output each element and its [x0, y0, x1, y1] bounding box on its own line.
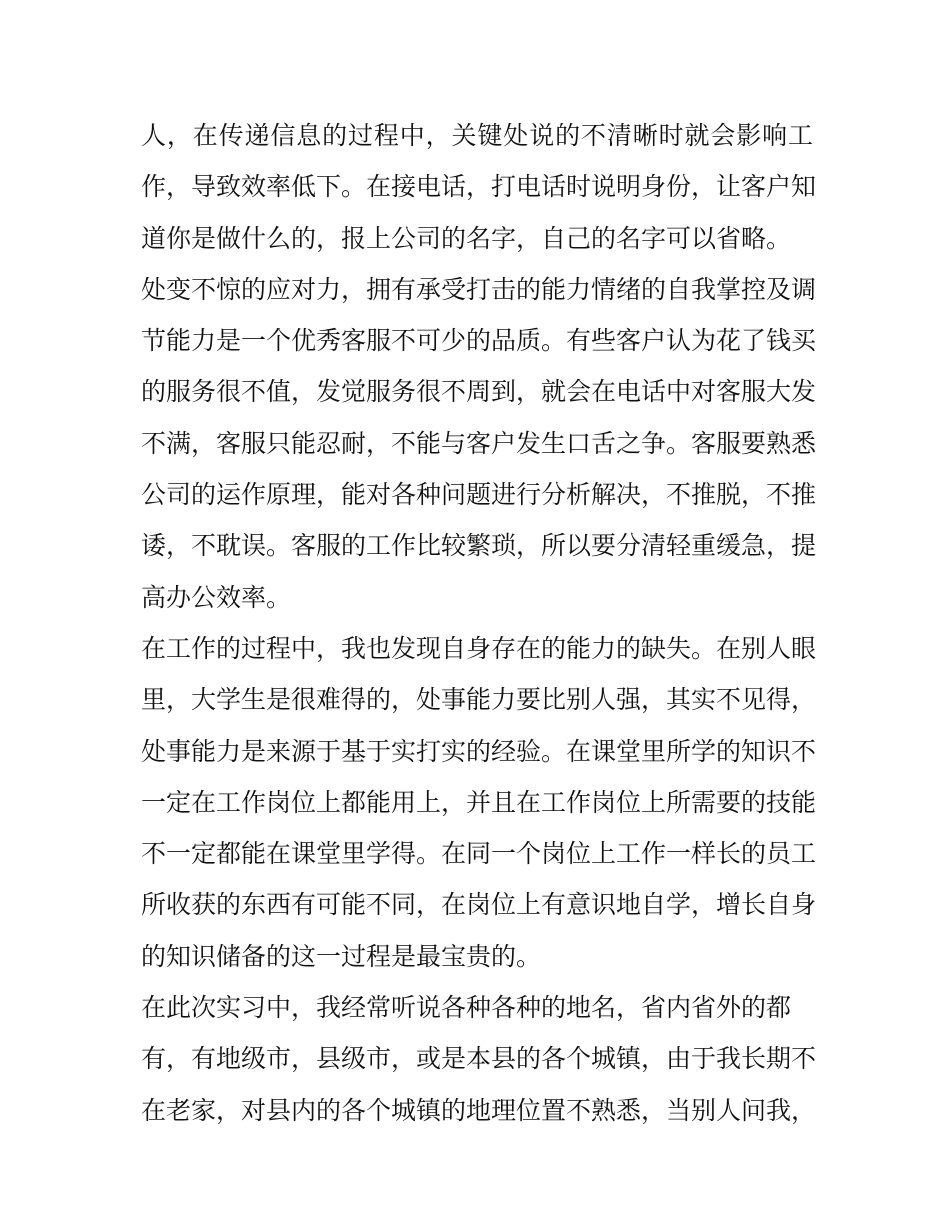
- text-line: 不一定都能在课堂里学得。在同一个岗位上工作一样长的员工: [141, 839, 817, 869]
- body-text: [141, 110, 817, 1136]
- text-line: 里，大学生是很难得的，处事能力要比别人强，其实不见得，: [141, 685, 817, 715]
- text-line: 有，有地级市，县级市，或是本县的各个城镇，由于我长期不: [141, 1044, 817, 1074]
- text-line: 节能力是一个优秀客服不可少的品质。有些客户认为花了钱买: [141, 326, 817, 356]
- text-line: 一定在工作岗位上都能用上，并且在工作岗位上所需要的技能: [141, 787, 817, 817]
- text-line: 所收获的东西有可能不同，在岗位上有意识地自学，增长自身: [141, 890, 817, 920]
- text-line: 诿，不耽误。客服的工作比较繁琐，所以要分清轻重缓急，提: [141, 531, 817, 561]
- text-line: 在老家，对县内的各个城镇的地理位置不熟悉，当别人问我，: [141, 1095, 817, 1125]
- text-line: 人，在传递信息的过程中，关键处说的不清晰时就会影响工: [141, 121, 813, 150]
- text-line: 在工作的过程中，我也发现自身存在的能力的缺失。在别人眼: [141, 633, 817, 663]
- text-line: 不满，客服只能忍耐，不能与客户发生口舌之争。客服要熟悉: [141, 428, 817, 458]
- text-line: 的服务很不值，发觉服务很不周到，就会在电话中对客服大发: [141, 377, 817, 407]
- text-line: 处事能力是来源于基于实打实的经验。在课堂里所学的知识不: [141, 736, 817, 766]
- text-line: 道你是做什么的，报上公司的名字，自己的名字可以省略。: [141, 223, 792, 253]
- text-line: 在此次实习中，我经常听说各种各种的地名，省内省外的都: [141, 993, 792, 1023]
- text-line: 的知识储备的这一过程是最宝贵的。: [141, 941, 542, 971]
- text-line: 高办公效率。: [141, 582, 292, 612]
- text-line: 公司的运作原理，能对各种问题进行分析解决，不推脱，不推: [141, 480, 817, 510]
- text-line: 作，导致效率低下。在接电话，打电话时说明身份，让客户知: [141, 172, 817, 202]
- text-line: 处变不惊的应对力，拥有承受打击的能力情绪的自我掌控及调: [141, 274, 817, 304]
